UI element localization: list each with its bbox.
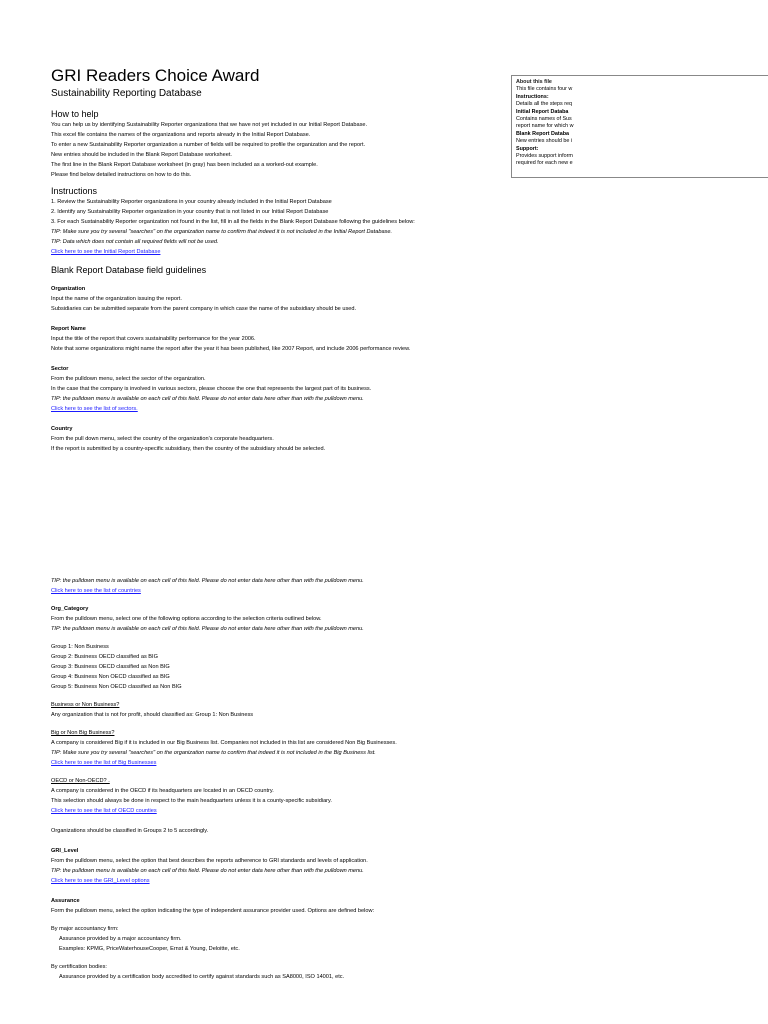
big-label: Big or Non Big Business? — [51, 730, 115, 736]
about-line: Details all the steps req — [516, 101, 573, 108]
assurance-line: Form the pulldown menu, select the option indicating the type of independent assurance provider used. Options are defined below: — [51, 908, 375, 914]
how-to-help-line: The first line in the Blank Report Database worksheet (in gray) has been included as a worked-out example. — [51, 162, 318, 168]
sector-line: In the case that the company is involved in various sectors, please choose the one that represents the largest part of its business. — [51, 386, 372, 392]
how-to-help-line: This excel file contains the names of the organizations and reports already in the Initial Report Database. — [51, 132, 311, 138]
certification-bodies-line: Assurance provided by a certification body accredited to certify against standards such as SA8000, ISO 14001, etc. — [59, 974, 345, 980]
guidelines-heading: Blank Report Database field guidelines — [51, 265, 207, 275]
about-line: required for each new e — [516, 160, 573, 167]
oecd-counties-link[interactable]: Click here to see the list of OECD counties — [51, 808, 157, 814]
how-to-help-line: Please find below detailed instructions on how to do this. — [51, 172, 192, 178]
gri-level-options-link[interactable]: Click here to see the GRI_Level options — [51, 878, 150, 884]
gri-level-tip: TIP: the pulldown menu is available on each cell of this field. Please do not enter data here other than with the pulldown menu. — [51, 868, 364, 874]
country-line: If the report is submitted by a country-specific subsidiary, then the country of the subsidiary should be selected. — [51, 446, 326, 452]
instruction-step: 3. For each Sustainability Reporter organization not found in the list, fill in all the fields in the Blank Report Database following the guidelines below: — [51, 219, 415, 225]
oecd-line: This selection should always be done in respect to the main headquarters unless it is a county-specific subsidiary. — [51, 798, 332, 804]
about-line: Contains names of Sus — [516, 116, 572, 123]
how-to-help-heading: How to help — [51, 109, 99, 119]
sector-tip: TIP: the pulldown menu is available on each cell of this field. Please do not enter data here other than with the pulldown menu. — [51, 396, 364, 402]
gri-level-label: GRI_Level — [51, 848, 79, 854]
org-category-label: Org_Category — [51, 606, 89, 612]
organization-label: Organization — [51, 286, 86, 292]
major-accountancy-line: Examples: KPMG, PriceWaterhouseCooper, Ernst & Young, Deloitte, etc. — [59, 946, 240, 952]
country-line: From the pull down menu, select the country of the organization's corporate headquarters. — [51, 436, 274, 442]
about-title: About this file — [516, 79, 552, 85]
business-label: Business or Non Business? — [51, 702, 120, 708]
about-line: Provides support inform — [516, 153, 573, 160]
group-item: Group 2: Business OECD classified as BIG — [51, 654, 158, 660]
org-category-tip: TIP: the pulldown menu is available on each cell of this field. Please do not enter data here other than with the pulldown menu. — [51, 626, 364, 632]
page-title: GRI Readers Choice Award — [51, 66, 260, 85]
major-accountancy-line: Assurance provided by a major accountancy firm. — [59, 936, 182, 942]
big-businesses-link[interactable]: Click here to see the list of Big Businesses — [51, 760, 157, 766]
sector-label: Sector — [51, 366, 69, 372]
classified-note: Organizations should be classified in Groups 2 to 5 accordingly. — [51, 828, 209, 834]
group-item: Group 5: Business Non OECD classified as Non BIG — [51, 684, 182, 690]
oecd-label: OECD or Non-OECD? . — [51, 778, 110, 784]
big-tip: TIP: Make sure you try several "searches" on the organization name to confirm that indeed it is not included in the Big Business list. — [51, 750, 376, 756]
major-accountancy-label: By major accountancy firm: — [51, 926, 119, 932]
organization-line: Input the name of the organization issuing the report. — [51, 296, 182, 302]
group-item: Group 1: Non Business — [51, 644, 109, 650]
instruction-step: 2. Identify any Sustainability Reporter organization in your country that is not listed in our Initial Report Database — [51, 209, 329, 215]
instruction-tip: TIP: Data which does not contain all required fields will not be used. — [51, 239, 219, 245]
assurance-label: Assurance — [51, 898, 80, 904]
blank-space — [51, 454, 751, 576]
about-line: report name for which w — [516, 123, 574, 130]
report-name-line: Input the title of the report that covers sustainability performance for the year 2006. — [51, 336, 256, 342]
report-name-label: Report Name — [51, 326, 86, 332]
sectors-list-link[interactable]: Click here to see the list of sectors. — [51, 406, 138, 412]
sector-line: From the pulldown menu, select the sector of the organization. — [51, 376, 206, 382]
report-name-line: Note that some organizations might name the report after the year it has been published, like 2007 Report, and include 2006 performance review. — [51, 346, 411, 352]
about-line: Initial Report Databa — [516, 108, 569, 115]
instruction-tip: TIP: Make sure you try several "searches" on the organization name to confirm that indeed it is not included in the Initial Report Database. — [51, 229, 393, 235]
gri-level-line: From the pulldown menu, select the option that best describes the reports adherence to GRI standards and levels of application. — [51, 858, 368, 864]
instruction-step: 1. Review the Sustainability Reporter organizations in your country already included in the Initial Report Database — [51, 199, 332, 205]
instructions-heading: Instructions — [51, 186, 98, 196]
document-body — [51, 66, 751, 982]
how-to-help-line: To enter a new Sustainability Reporter organization a number of fields will be required to profile the organization and the report. — [51, 142, 366, 148]
countries-list-link[interactable]: Click here to see the list of countries — [51, 588, 141, 594]
country-label: Country — [51, 426, 73, 432]
about-line: Support: — [516, 145, 539, 152]
org-category-line: From the pulldown menu, select one of the following options according to the selection criteria outlined below. — [51, 616, 322, 622]
business-line: Any organization that is not for profit, should classified as: Group 1: Non Business — [51, 712, 254, 718]
certification-bodies-label: By certification bodies: — [51, 964, 107, 970]
initial-report-database-link[interactable]: Click here to see the Initial Report Database — [51, 249, 161, 255]
about-line: This file contains four w — [516, 86, 573, 93]
oecd-line: A company is considered in the OECD if its headquarters are located in an OECD country. — [51, 788, 274, 794]
group-item: Group 4: Business Non OECD classified as BIG — [51, 674, 170, 680]
country-tip: TIP: the pulldown menu is available on each cell of this field. Please do not enter data here other than with the pulldown menu. — [51, 578, 364, 584]
how-to-help-line: New entries should be included in the Blank Report Database worksheet. — [51, 152, 232, 158]
about-line: Blank Report Databa — [516, 130, 570, 137]
group-item: Group 3: Business OECD classified as Non BIG — [51, 664, 170, 670]
about-line: New entries should be i — [516, 138, 573, 145]
big-line: A company is considered Big if it is included in our Big Business list. Companies not included in this list are considered Non Big Businesses. — [51, 740, 397, 746]
about-line: Instructions: — [516, 93, 549, 100]
organization-line: Subsidiaries can be submitted separate from the parent company in which case the name of the subsidiary should be used. — [51, 306, 357, 312]
page-subtitle: Sustainability Reporting Database — [51, 88, 202, 99]
how-to-help-line: You can help us by identifying Sustainability Reporter organizations that we have not yet included in our Initial Report Database. — [51, 122, 368, 128]
